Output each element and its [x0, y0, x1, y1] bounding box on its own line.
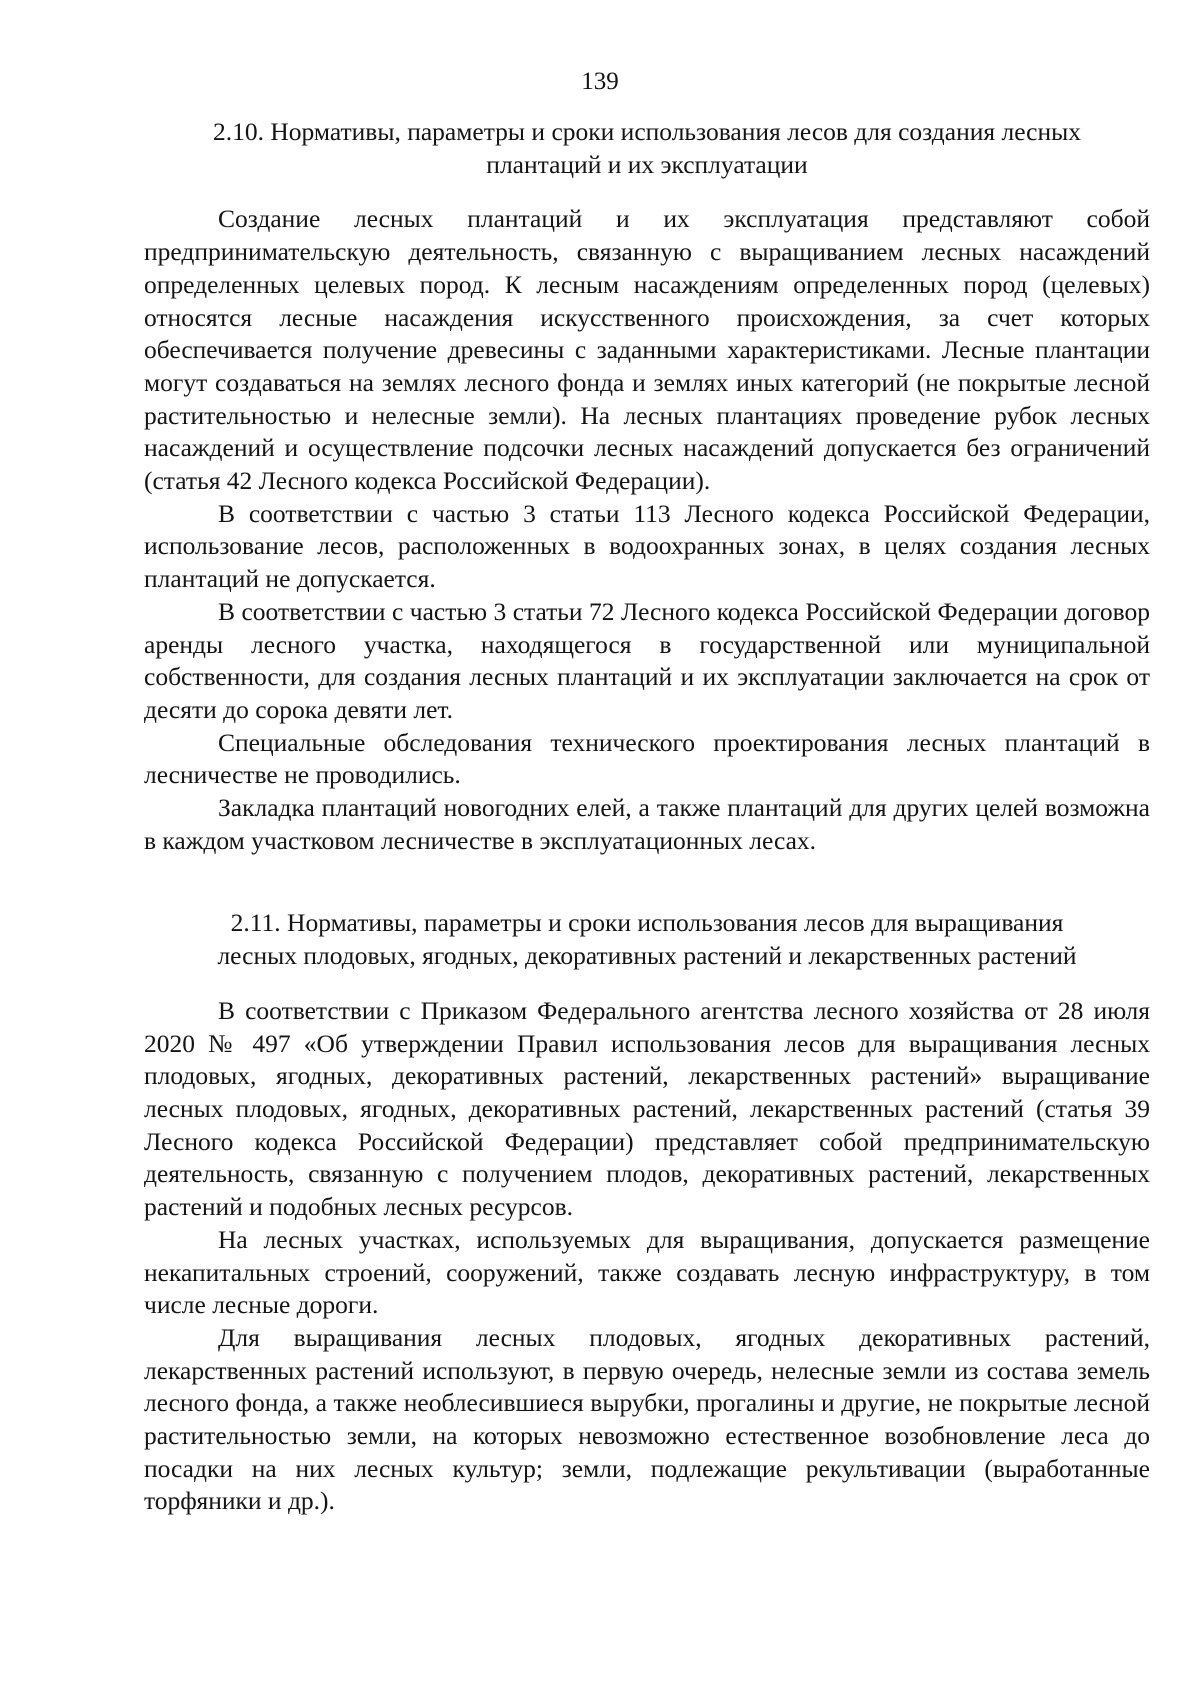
paragraph: В соответствии с частью 3 статьи 113 Лесного кодекса Российской Федерации, использование лесов, расположенных в водоохранных зонах, в целях создания лесных плантаций не допускается. — [144, 498, 1150, 594]
section-2-11 — [144, 907, 1150, 1518]
paragraph: Создание лесных плантаций и их эксплуатация представляют собой предпринимательскую деятельность, связанную с выращиванием лесных насаждений определенных целевых пород. К лесным насаждениям определенных пород (целевых) относятся лесные насаждения искусственного происхождения, за счет которых обеспечивается получение древесины с заданными характеристиками. Лесные плантации могут создаваться на землях лесного фонда и землях иных категорий (не покрытые лесной растительностью и нелесные земли). На лесных плантациях проведение рубок лесных насаждений и осуществление подсочки лесных насаждений допускается без ограничений (статья 42 Лесного кодекса Российской Федерации). — [144, 204, 1150, 496]
section-heading — [144, 116, 1150, 181]
section-2-10 — [144, 116, 1150, 857]
paragraph: На лесных участках, используемых для выращивания, допускается размещение некапитальных строений, сооружений, также создавать лесную инфраструктуру, в том числе лесные дороги. — [144, 1224, 1150, 1320]
section-heading — [144, 907, 1150, 972]
section-heading-line: лесных плодовых, ягодных, декоративных растений и лекарственных растений — [217, 941, 1077, 971]
paragraph: В соответствии с частью 3 статьи 72 Лесного кодекса Российской Федерации договор аренды лесного участка, находящегося в государственной или муниципальной собственности, для создания лесных плантаций и их эксплуатации заключается на срок от десяти до сорока девяти лет. — [144, 596, 1150, 724]
paragraph: Закладка плантаций новогодних елей, а также плантаций для других целей возможна в каждом участковом лесничестве в эксплуатационных лесах. — [144, 793, 1150, 855]
paragraph: В соответствии с Приказом Федерального агентства лесного хозяйства от 28 июля 2020 № 497 «Об утверждении Правил использования лесов для выращивания лесных плодовых, ягодных, декоративных растений, лекарственных растений» выращивание лесных плодовых, ягодных, декоративных растений, лекарственных растений (статья 39 Лесного кодекса Российской Федерации) представляет собой предпринимательскую деятельность, связанную с получением плодов, декоративных растений, лекарственных растений и подобных лесных ресурсов. — [144, 995, 1150, 1222]
paragraph: Для выращивания лесных плодовых, ягодных декоративных растений, лекарственных растений используют, в первую очередь, нелесные земли из состава земель лесного фонда, а также необлесившиеся вырубки, прогалины и другие, не покрытые лесной растительностью земли, на которых невозможно естественное возобновление леса до посадки на них лесных культур; земли, подлежащие рекультивации (выработанные торфяники и др.). — [144, 1322, 1150, 1516]
section-heading-line: плантаций и их эксплуатации — [486, 149, 808, 179]
section-heading-line: 2.11. Нормативы, параметры и сроки использования лесов для выращивания — [230, 908, 1064, 938]
document-body — [144, 116, 1150, 1518]
page-number: 139 — [581, 68, 619, 95]
paragraph: Специальные обследования технического проектирования лесных плантаций в лесничестве не проводились. — [144, 727, 1150, 790]
section-heading-line: 2.10. Нормативы, параметры и сроки использования лесов для создания лесных — [212, 117, 1082, 146]
